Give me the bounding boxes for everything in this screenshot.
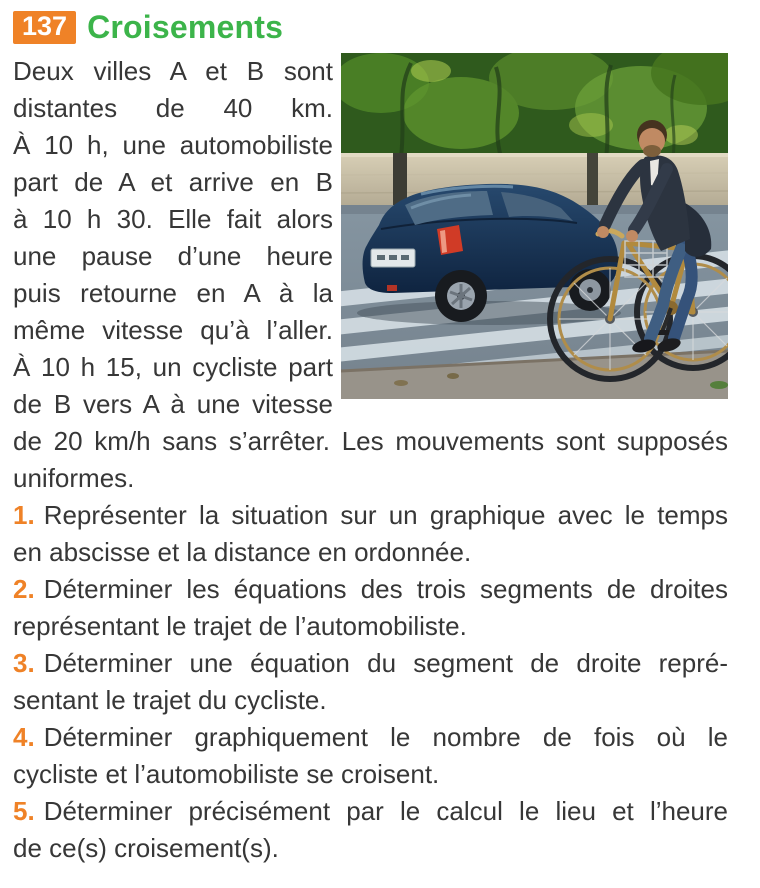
beard	[643, 145, 661, 157]
exercise-photo	[341, 53, 728, 399]
statement-line: même vitesse qu’à l’aller.	[13, 315, 333, 345]
statement-line: À 10 h, une automobiliste	[13, 130, 333, 160]
exercise-header	[13, 8, 728, 46]
statement-line: uniformes.	[13, 463, 135, 493]
question-5-line-2: de ce(s) croisement(s).	[13, 833, 279, 863]
statement-line: puis retourne en A à la	[13, 278, 333, 308]
question-3-line-1	[13, 645, 728, 682]
question-3-number: 3.	[13, 648, 35, 678]
question-2-line-2: représentant le trajet de l’automobiliste.	[13, 611, 467, 641]
photo-illustration	[341, 53, 728, 399]
exercise-body	[13, 53, 728, 867]
statement-line: une pause d’une heure	[13, 241, 333, 271]
question-1-line-2: en abscisse et la distance en ordonnée.	[13, 537, 472, 567]
question-1-text: Représenter la situation sur un graphique avec le temps	[43, 500, 728, 530]
exercise-number-badge: 137	[13, 11, 76, 44]
question-3-text: Déterminer une équation du segment de droite repré-	[43, 648, 728, 678]
question-4-text: Déterminer graphiquement le nombre de fois où le	[43, 722, 728, 752]
question-1-line-1	[13, 497, 728, 534]
question-4-line-1	[13, 719, 728, 756]
statement-line: Deux villes A et B sont	[13, 56, 333, 86]
question-2-line-1	[13, 571, 728, 608]
exercise-title: Croisements	[87, 8, 284, 45]
question-2-text: Déterminer les équations des trois segments de droites	[43, 574, 728, 604]
question-5-number: 5.	[13, 796, 35, 826]
question-4-number: 4.	[13, 722, 35, 752]
question-3-line-2: sentant le trajet du cycliste.	[13, 685, 327, 715]
statement-line: de 20 km/h sans s’arrêter. Les mouvements sont supposés	[13, 426, 728, 456]
question-5-line-1	[13, 793, 728, 830]
question-4-line-2: cycliste et l’automobiliste se croisent.	[13, 759, 440, 789]
statement-line: distantes de 40 km.	[13, 93, 333, 123]
question-2-number: 2.	[13, 574, 35, 604]
trees-background	[341, 53, 728, 159]
question-5-text: Déterminer précisément par le calcul le lieu et l’heure	[43, 796, 728, 826]
car-rear-wheel	[435, 270, 487, 322]
statement-line: À 10 h 15, un cycliste part	[13, 352, 333, 382]
car-front-wheel	[569, 269, 611, 311]
question-1-number: 1.	[13, 500, 35, 530]
statement-line: de B vers A à une vitesse	[13, 389, 333, 419]
statement-line: part de A et arrive en B	[13, 167, 333, 197]
statement-line: à 10 h 30. Elle fait alors	[13, 204, 333, 234]
